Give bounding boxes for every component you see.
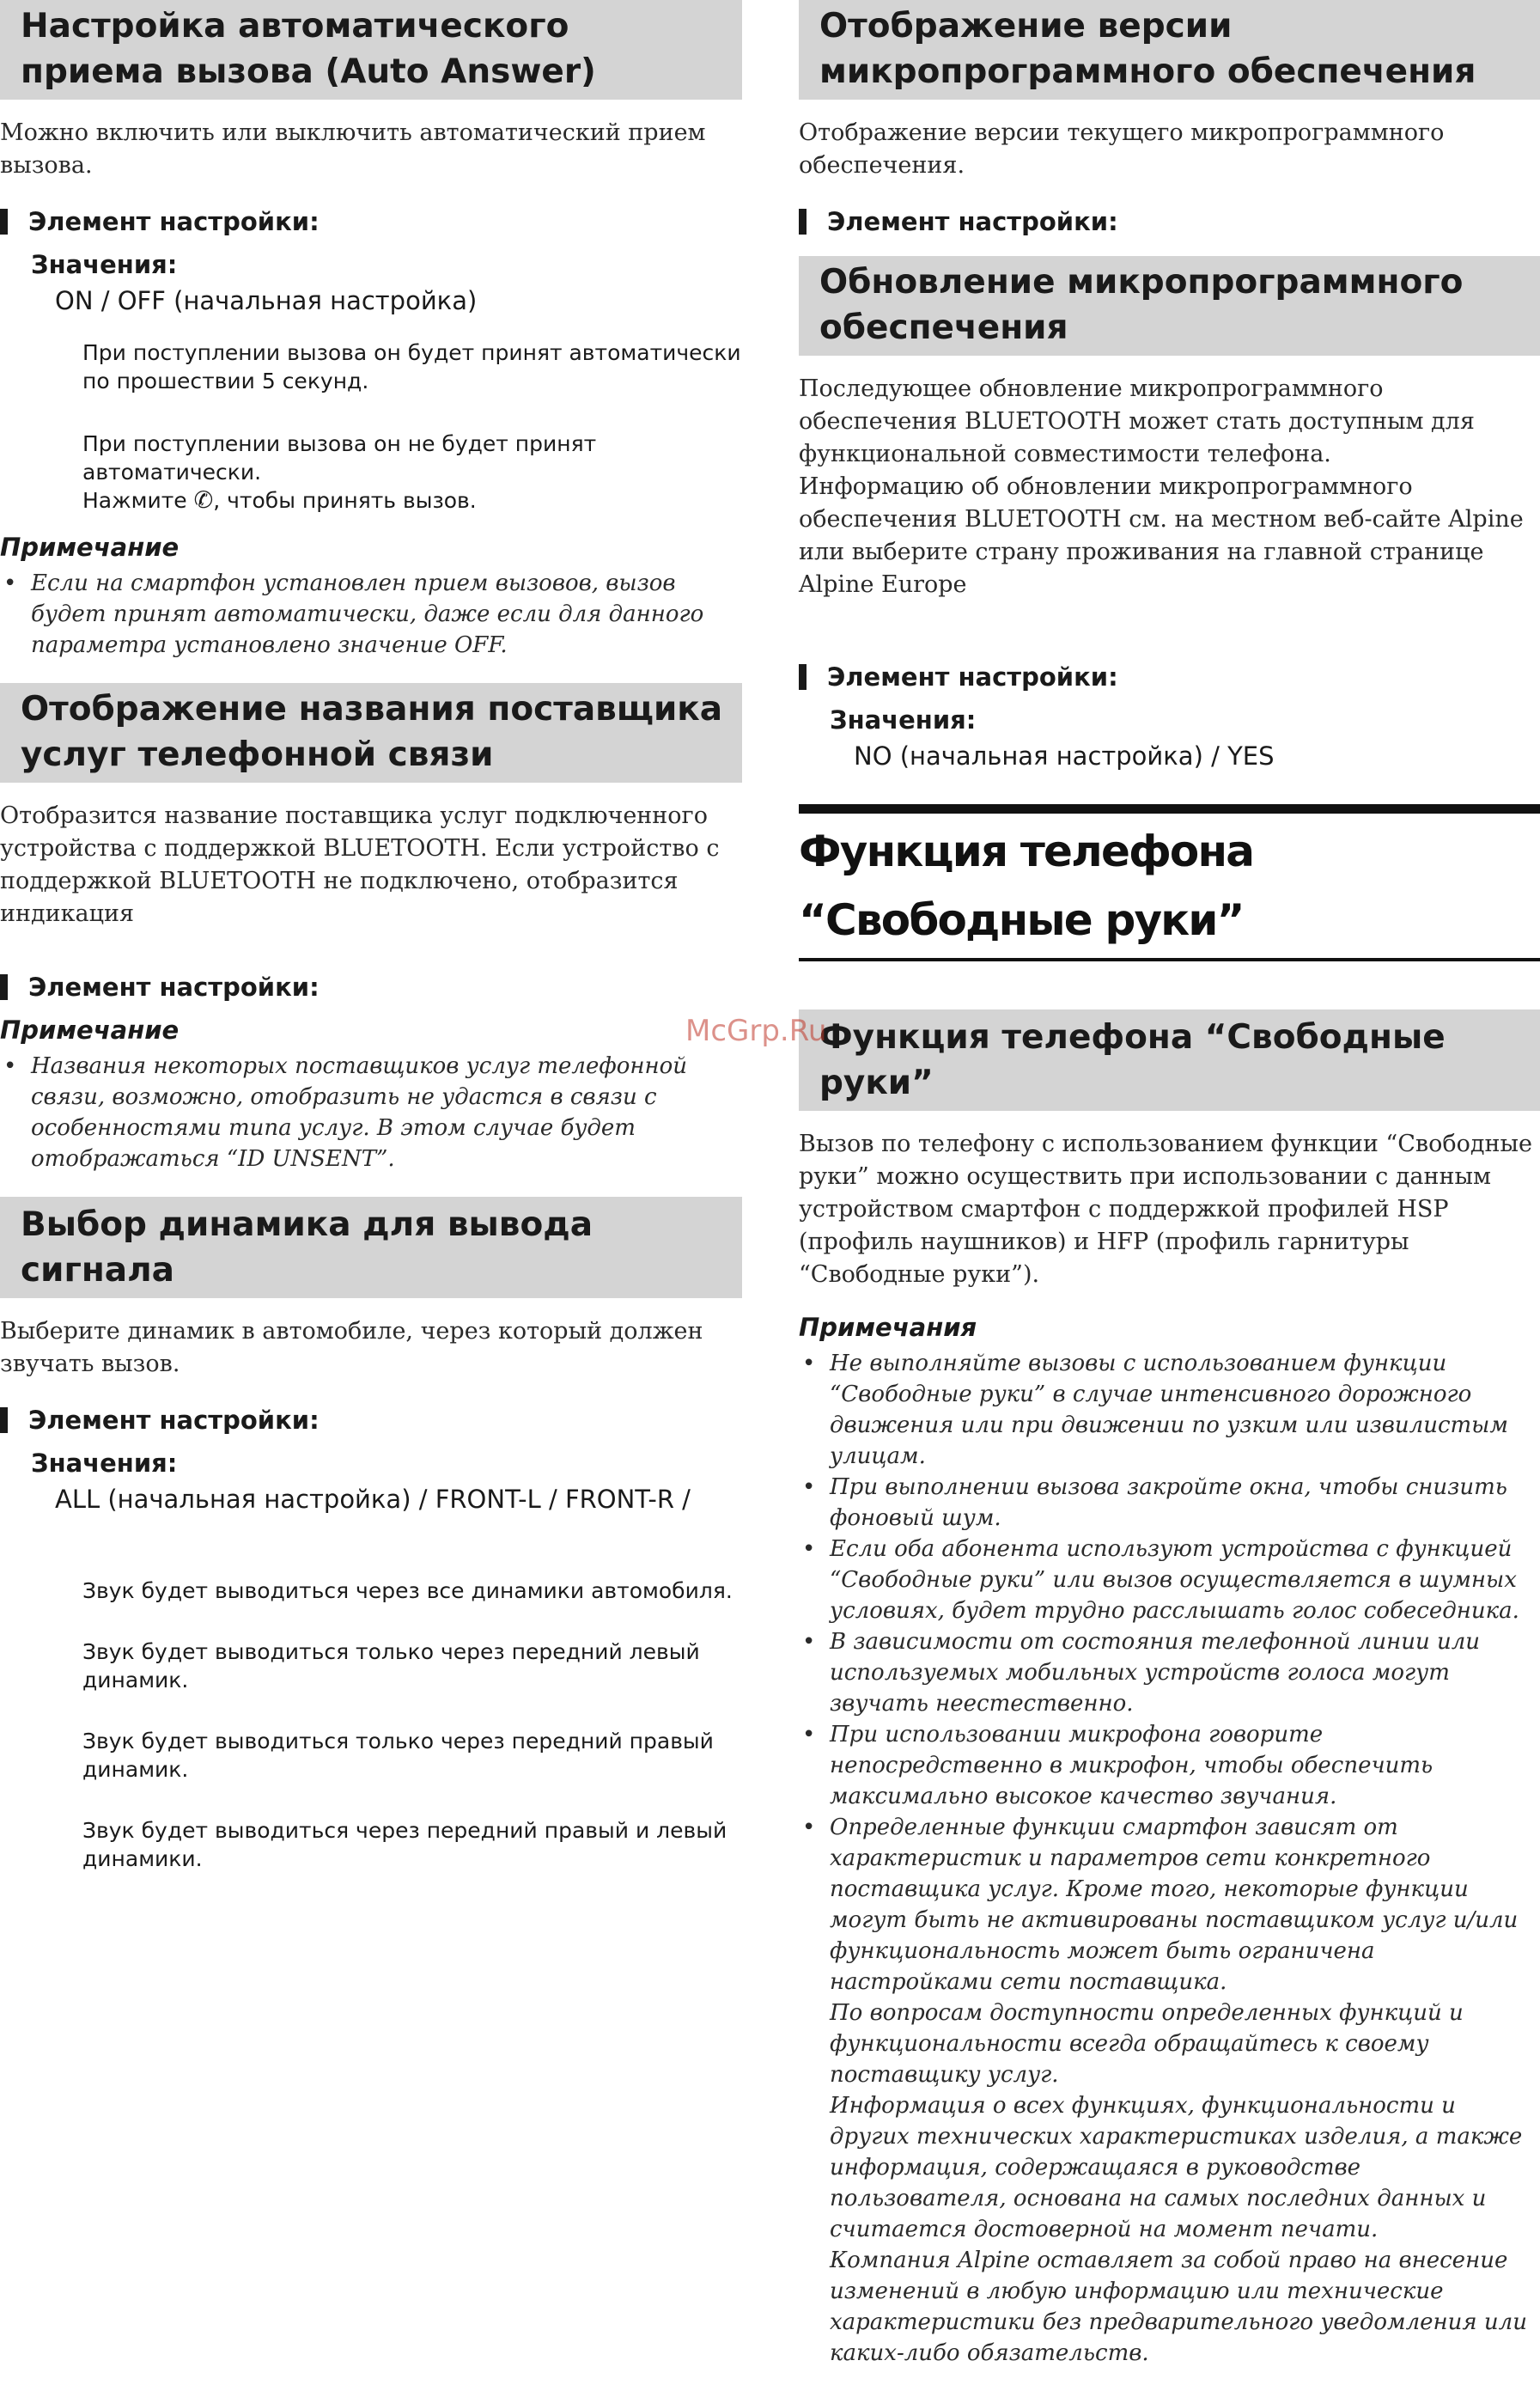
desc-off-line-b-pre: Нажмите bbox=[82, 488, 194, 513]
notes-list bbox=[0, 1051, 742, 1174]
section-intro: Вызов по телефону с использованием функции “Свободные руки” можно осуществить при использовании с данным устройством смартфон с поддержкой профилей HSP (профиль наушников) и HFP (профиль гарнитуры “Свободные руки”). bbox=[799, 1131, 1532, 1288]
setting-item-heading bbox=[799, 203, 1540, 241]
note-paragraph: Определенные функции смартфон зависят от характеристик и параметров сети конкретного поставщика услуг. Кроме того, некоторые функции могут быть не активированы поставщиком услуг и/или функциональность может быть ограничена настройками сети поставщика. bbox=[830, 1815, 1519, 1995]
section-title-firmware-update: Обновление микропрограммного обеспечения bbox=[799, 256, 1540, 356]
value-description-all: Звук будет выводиться через все динамики автомобиля. bbox=[82, 1578, 733, 1603]
section-intro: Отображение версии текущего микропрограммного обеспечения. bbox=[799, 119, 1445, 179]
values-label: Значения: bbox=[31, 1449, 178, 1478]
note-item: • Названия некоторых поставщиков услуг телефонной связи, возможно, отобразить не удастся в связи с особенностями типа услуг. В этом случае будет отображаться “ID UNSENT”. bbox=[0, 1051, 742, 1174]
setting-item-label: Элемент настройки: bbox=[28, 1406, 320, 1435]
value-description-off bbox=[82, 430, 742, 515]
section-title-speaker-select: Выбор динамика для вывода сигнала bbox=[0, 1197, 742, 1298]
note-heading: Примечание bbox=[0, 533, 180, 562]
left-column bbox=[0, 0, 742, 1907]
note-item: • В зависимости от состояния телефонной линии или используемых мобильных устройств голоса могут звучать неестественно. bbox=[799, 1626, 1540, 1719]
setting-item-label: Элемент настройки: bbox=[28, 973, 320, 1002]
notes-list bbox=[0, 568, 742, 661]
note-paragraph: По вопросам доступности определенных функций и функциональности всегда обращайтесь к своему поставщику услуг. bbox=[830, 2000, 1464, 2088]
section-intro-a: Последующее обновление микропрограммного обеспечения BLUETOOTH может стать доступным для функциональной совместимости телефона. bbox=[799, 375, 1475, 467]
values-text: ON / OFF (начальная настройка) bbox=[55, 286, 478, 315]
section-intro: Выберите динамик в автомобиле, через который должен звучать вызов. bbox=[0, 1318, 703, 1377]
setting-item-heading bbox=[0, 1401, 742, 1439]
note-item: • Не выполняйте вызовы с использованием функции “Свободные руки” в случае интенсивного дорожного движения или при движении по узким или извилистым улицам. bbox=[799, 1348, 1540, 1472]
note-item: • Если на смартфон установлен прием вызовов, вызов будет принят автоматически, даже если для данного параметра установлено значение OFF. bbox=[0, 568, 742, 661]
note-paragraph: Информация о всех функциях, функциональности и других технических характеристиках изделия, а также информация, содержащаяся в руководстве пользователя, основана на самых последних данных и считается достоверной на момент печати. bbox=[830, 2093, 1523, 2242]
notes-list bbox=[799, 1348, 1540, 2369]
note-item: • Если оба абонента используют устройства с функцией “Свободные руки” или вызов осуществляется в шумных условиях, будет трудно расслышать голос собеседника. bbox=[799, 1534, 1540, 1626]
watermark: McGrp.Ru bbox=[685, 1014, 827, 1048]
values-label: Значения: bbox=[830, 705, 977, 735]
note-item: • При использовании микрофона говорите непосредственно в микрофон, чтобы обеспечить максимально высокое качество звучания. bbox=[799, 1719, 1540, 1812]
setting-item-heading bbox=[799, 658, 1540, 696]
section-title-handsfree: Функция телефона “Свободные руки” bbox=[799, 1009, 1540, 1111]
section-intro-b: Информацию об обновлении микропрограммного обеспечения BLUETOOTH см. на местном веб-сайте Alpine или выберите страну проживания на главной странице Alpine Europe bbox=[799, 473, 1524, 598]
values-text: ALL (начальная настройка) / FRONT-L / FRONT-R / bbox=[55, 1485, 691, 1514]
setting-item-label: Элемент настройки: bbox=[827, 207, 1118, 236]
heading-marker bbox=[0, 209, 8, 235]
section-title-provider-name: Отображение названия поставщика услуг телефонной связи bbox=[0, 683, 742, 783]
section-intro: Отобразится название поставщика услуг подключенного устройства с поддержкой BLUETOOTH. Если устройство с поддержкой BLUETOOTH не подключено, отобразится индикация bbox=[0, 802, 720, 927]
right-column bbox=[799, 0, 1540, 2391]
section-title-firmware-version: Отображение версии микропрограммного обеспечения bbox=[799, 0, 1540, 100]
heading-marker bbox=[799, 209, 807, 235]
note-heading: Примечание bbox=[0, 1016, 180, 1045]
chapter-title: Функция телефона “Свободные руки” bbox=[799, 804, 1540, 961]
desc-off-line-b-post: , чтобы принять вызов. bbox=[213, 488, 477, 513]
setting-item-heading bbox=[0, 203, 742, 241]
value-description-on: При поступлении вызова он будет принят автоматически по прошествии 5 секунд. bbox=[82, 340, 741, 393]
value-description-front: Звук будет выводиться через передний правый и левый динамики. bbox=[82, 1818, 727, 1871]
values-text: NO (начальная настройка) / YES bbox=[854, 741, 1275, 771]
phone-icon: ✆ bbox=[193, 487, 214, 514]
setting-item-label: Элемент настройки: bbox=[28, 207, 320, 236]
heading-marker bbox=[0, 974, 8, 1000]
values-label: Значения: bbox=[31, 250, 178, 279]
heading-marker bbox=[799, 664, 807, 690]
value-description-front-l: Звук будет выводиться только через передний левый динамик. bbox=[82, 1639, 700, 1693]
note-item bbox=[799, 1812, 1540, 2369]
note-item: • При выполнении вызова закройте окна, чтобы снизить фоновый шум. bbox=[799, 1472, 1540, 1534]
note-paragraph: Компания Alpine оставляет за собой право на внесение изменений в любую информацию или технические характеристики без предварительного уведомления или каких-либо обязательств. bbox=[830, 2248, 1527, 2366]
desc-off-line-a: При поступлении вызова он не будет принят автоматически. bbox=[82, 431, 597, 485]
section-title-auto-answer: Настройка автоматического приема вызова (Auto Answer) bbox=[0, 0, 742, 100]
setting-item-label: Элемент настройки: bbox=[827, 662, 1118, 692]
section-intro: Можно включить или выключить автоматический прием вызова. bbox=[0, 119, 706, 179]
heading-marker bbox=[0, 1407, 8, 1433]
setting-item-heading bbox=[0, 968, 742, 1006]
notes-heading: Примечания bbox=[799, 1313, 977, 1342]
value-description-front-r: Звук будет выводиться только через передний правый динамик. bbox=[82, 1729, 714, 1782]
